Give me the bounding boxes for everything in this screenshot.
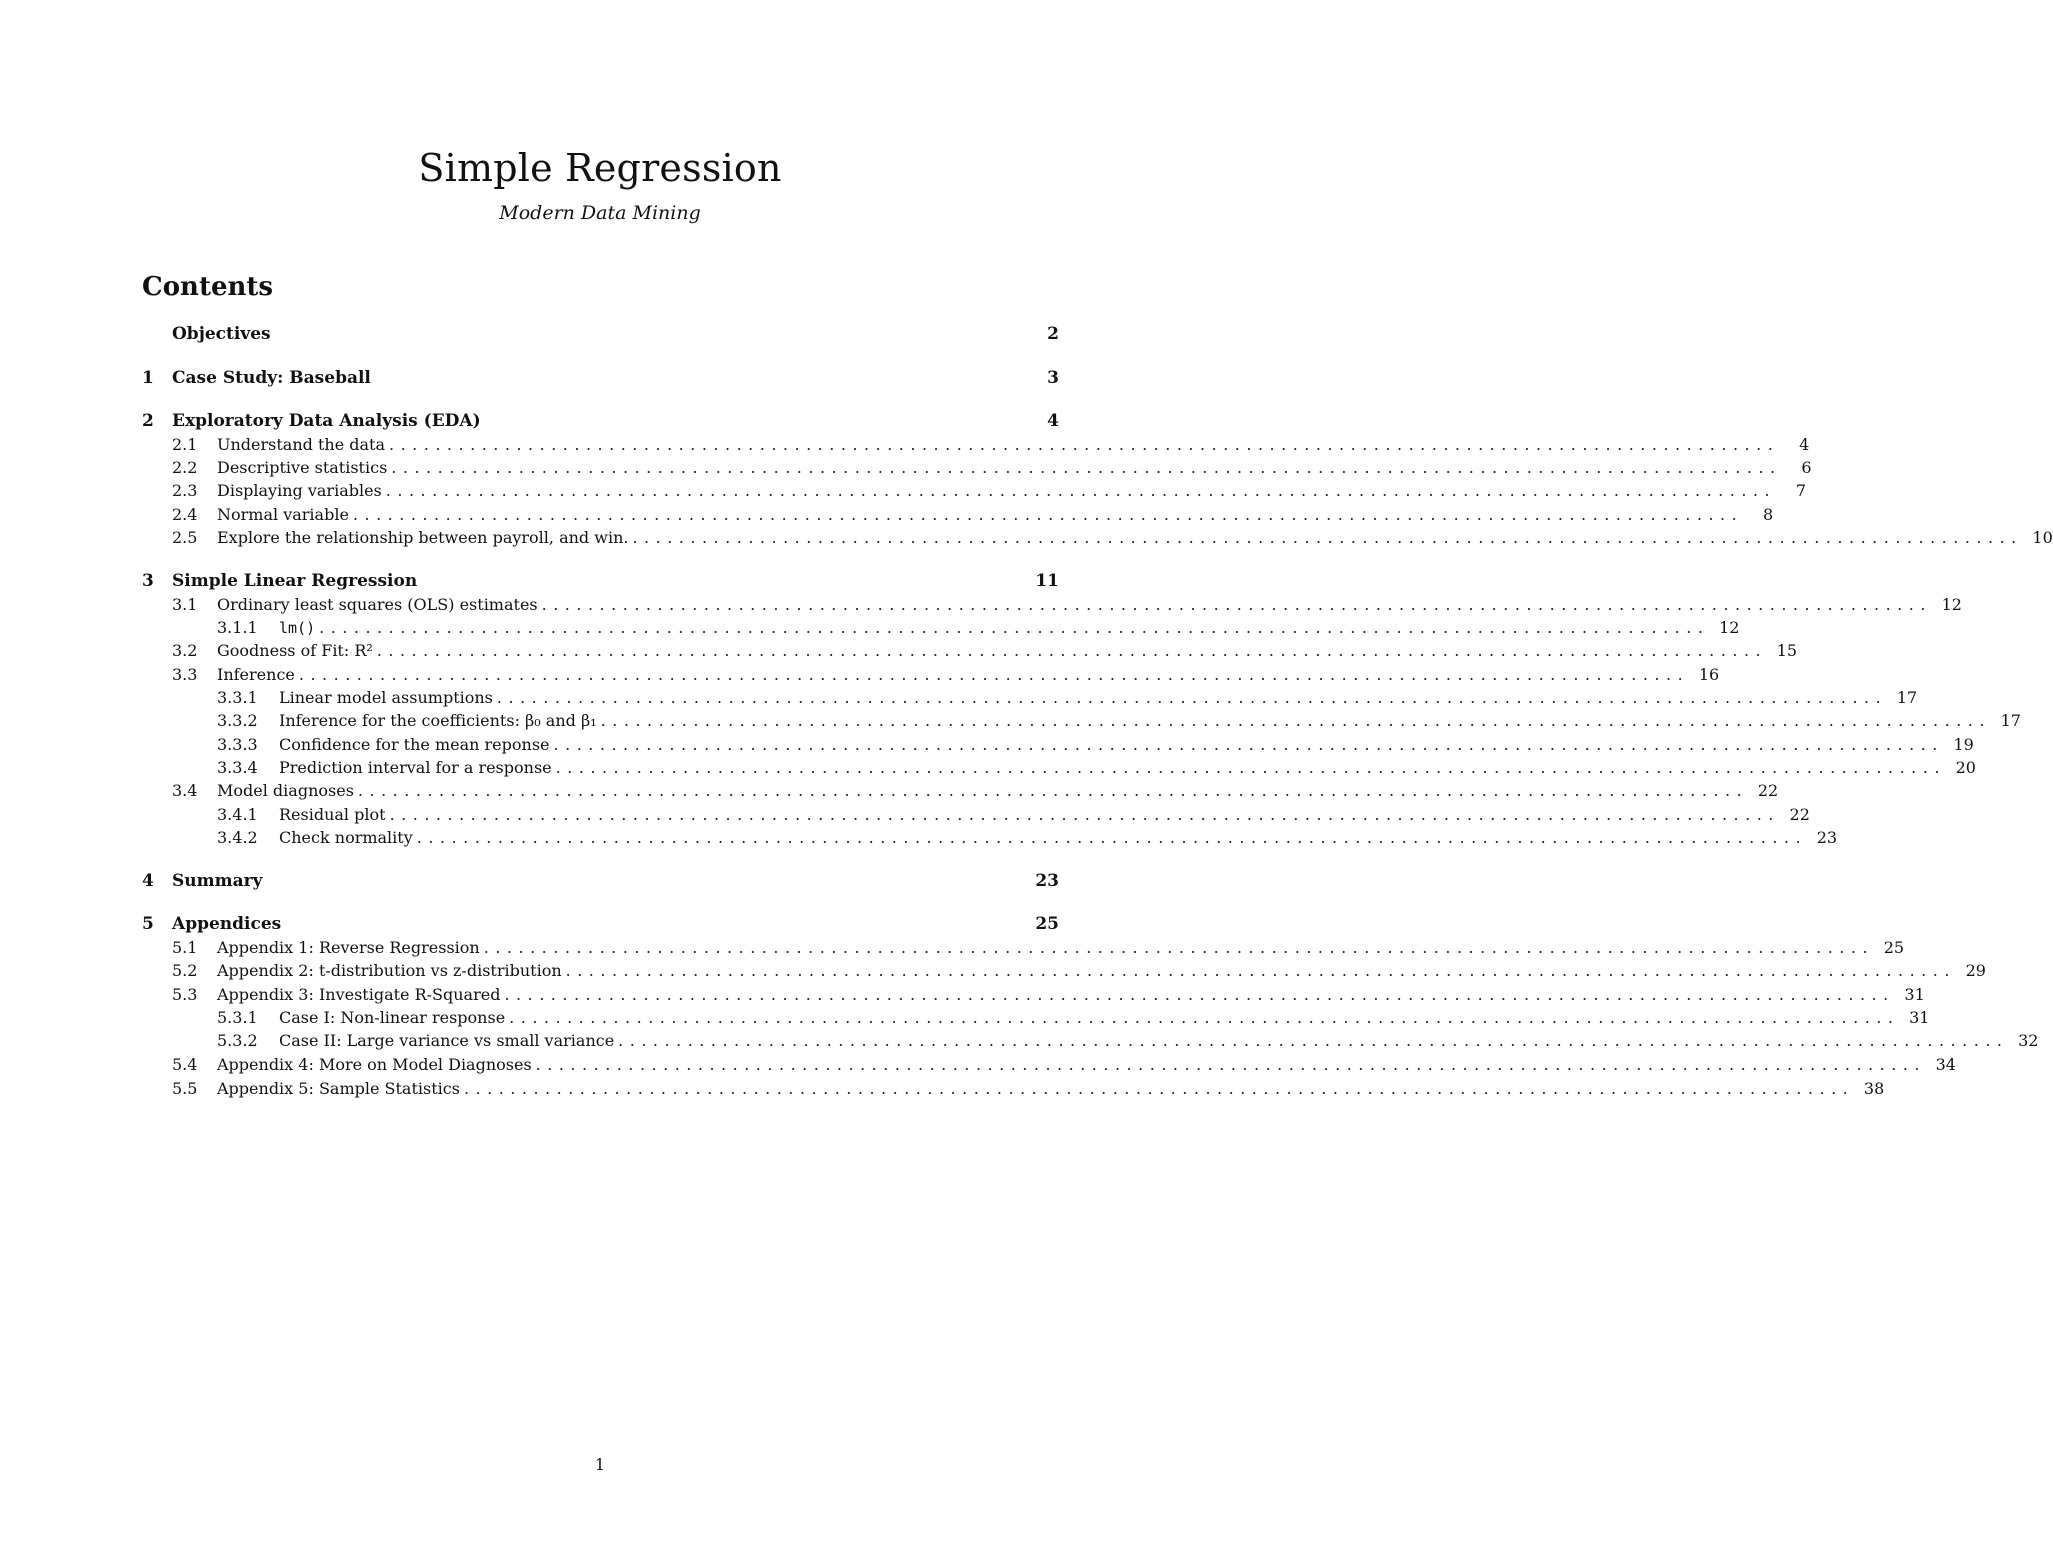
toc-entry-page: 25 xyxy=(1883,938,1905,957)
toc-dot-leader: ........................................................................................................................ xyxy=(632,528,2023,547)
toc-entry[interactable] xyxy=(142,803,1810,827)
toc-dot-leader: ........................................................................................................................ xyxy=(553,735,1944,754)
toc-entry[interactable] xyxy=(142,409,1059,433)
toc-entry-page: 17 xyxy=(1896,688,1918,707)
toc-entry-page: 4 xyxy=(1799,435,1810,454)
toc-entry-page: 6 xyxy=(1801,458,1812,477)
toc-dot-leader: ........................................................................................................................ xyxy=(298,665,1690,684)
toc-entry[interactable] xyxy=(142,912,1059,936)
toc-entry-title: Appendices xyxy=(172,914,282,934)
toc-entry-number: 3.4.1 xyxy=(217,805,258,824)
toc-entry-title: Appendix 3: Investigate R-Squared xyxy=(217,985,501,1004)
toc-entry-title: Descriptive statistics xyxy=(217,458,388,477)
toc-entry-page: 3 xyxy=(1047,368,1059,388)
toc-entry-title: Residual plot xyxy=(279,805,386,824)
toc-entry[interactable] xyxy=(142,593,1962,617)
toc-dot-leader: ........................................................................................................................ xyxy=(357,781,1749,800)
toc-entry-number: 5.5 xyxy=(172,1079,198,1098)
toc-dot-leader: ........................................................................................................................ xyxy=(389,805,1780,824)
toc-entry-title: Normal variable xyxy=(217,505,349,524)
toc-entry-number: 5 xyxy=(142,914,154,934)
toc-entry-title: Objectives xyxy=(172,324,271,344)
toc-entry-number: 3.2 xyxy=(172,641,198,660)
toc-entry-page: 29 xyxy=(1965,961,1986,980)
toc-dot-leader: ........................................................................................................................ xyxy=(541,595,1932,614)
toc-dot-leader: ........................................................................................................................ xyxy=(352,505,1744,524)
toc-entry-number: 2.5 xyxy=(172,528,198,547)
toc-entry[interactable] xyxy=(142,959,1986,983)
toc-entry-number: 3.3.3 xyxy=(217,735,258,754)
toc-entry-number: 3.3.1 xyxy=(217,688,258,707)
toc-entry-page: 25 xyxy=(1035,914,1059,934)
contents-heading: Contents xyxy=(142,272,274,302)
toc-entry-number: 5.3 xyxy=(172,985,198,1004)
toc-entry-number: 3.1 xyxy=(172,595,198,614)
toc-entry-title: Displaying variables xyxy=(217,481,382,500)
toc-entry[interactable] xyxy=(142,686,1918,710)
toc-dot-leader: ........................................................................................................................ xyxy=(389,435,1780,454)
toc-entry-number: 5.3.1 xyxy=(217,1008,258,1027)
toc-entry-page: 10 xyxy=(2032,528,2053,547)
toc-dot-leader: ........................................................................................................................ xyxy=(600,711,1991,730)
toc-dot-leader: ........................................................................................................................ xyxy=(319,618,1710,637)
toc-entry-number: 5.3.2 xyxy=(217,1031,258,1050)
toc-dot-leader: ........................................................................................................................ xyxy=(483,938,1875,957)
toc-entry-title: Model diagnoses xyxy=(217,781,354,800)
toc-entry-title: Appendix 1: Reverse Regression xyxy=(217,938,480,957)
toc-entry-number: 3 xyxy=(142,571,154,591)
toc-entry-page: 11 xyxy=(1035,571,1059,591)
toc-entry-title: Check normality xyxy=(279,828,413,847)
toc-dot-leader: ........................................................................................................................ xyxy=(496,688,1888,707)
toc-dot-leader: ........................................................................................................................ xyxy=(618,1031,2009,1050)
toc-entry[interactable] xyxy=(142,433,1810,457)
toc-entry-number: 5.4 xyxy=(172,1055,198,1074)
toc-entry-page: 34 xyxy=(1935,1055,1956,1074)
toc-entry-title: lm() xyxy=(279,619,316,637)
toc-entry[interactable] xyxy=(142,639,1798,663)
toc-entry[interactable] xyxy=(142,983,1925,1007)
toc-entry-title: Appendix 2: t-distribution vs z-distribution xyxy=(217,961,562,980)
toc-entry-title: Prediction interval for a response xyxy=(279,758,552,777)
toc-dot-leader: ........................................................................................................................ xyxy=(385,481,1777,500)
toc-entry[interactable] xyxy=(142,779,1779,803)
toc-dot-leader: ........................................................................................................................ xyxy=(565,961,1956,980)
toc-entry-title: Appendix 5: Sample Statistics xyxy=(217,1079,460,1098)
toc-entry-page: 15 xyxy=(1776,641,1798,660)
toc-entry-page: 31 xyxy=(1909,1008,1930,1027)
toc-entry-page: 4 xyxy=(1047,411,1059,431)
toc-entry-page: 12 xyxy=(1941,595,1962,614)
toc-entry[interactable] xyxy=(142,1053,1956,1077)
toc-dot-leader: ........................................................................................................................ xyxy=(463,1079,1855,1098)
toc-entry-page: 2 xyxy=(1047,324,1059,344)
toc-entry-number: 2 xyxy=(142,411,154,431)
toc-entry-title: Simple Linear Regression xyxy=(172,571,418,591)
document-title: Simple Regression xyxy=(418,146,782,190)
toc-dot-leader: ........................................................................................................................ xyxy=(555,758,1946,777)
toc-entry[interactable] xyxy=(142,936,1905,960)
toc-entry-number: 2.3 xyxy=(172,481,198,500)
toc-entry[interactable] xyxy=(142,756,1976,780)
toc-entry[interactable] xyxy=(142,526,2053,550)
toc-entry-title: Ordinary least squares (OLS) estimates xyxy=(217,595,538,614)
toc-dot-leader: ........................................................................................................................ xyxy=(504,985,1895,1004)
toc-entry[interactable] xyxy=(142,322,1059,346)
toc-entry-number: 5.2 xyxy=(172,961,198,980)
toc-entry-title: Understand the data xyxy=(217,435,385,454)
toc-entry-page: 31 xyxy=(1904,985,1925,1004)
toc-entry-number: 4 xyxy=(142,871,154,891)
toc-entry-page: 7 xyxy=(1795,481,1807,500)
document-subtitle: Modern Data Mining xyxy=(499,202,701,224)
toc-entry-page: 23 xyxy=(1035,871,1059,891)
toc-entry-title: Appendix 4: More on Model Diagnoses xyxy=(217,1055,532,1074)
toc-entry-page: 38 xyxy=(1863,1079,1885,1098)
toc-entry-page: 8 xyxy=(1763,505,1774,524)
toc-entry-page: 17 xyxy=(2000,711,2021,730)
toc-entry-number: 2.2 xyxy=(172,458,198,477)
toc-dot-leader: ........................................................................................................................ xyxy=(535,1055,1926,1074)
toc-dot-leader: ........................................................................................................................ xyxy=(391,458,1782,477)
toc-entry-number: 2.4 xyxy=(172,505,198,524)
toc-entry[interactable] xyxy=(142,733,1974,757)
toc-entry[interactable] xyxy=(142,366,1059,390)
toc-entry-number: 3.1.1 xyxy=(217,618,258,637)
toc-entry-title: Inference xyxy=(217,665,295,684)
toc-entry-page: 32 xyxy=(2018,1031,2039,1050)
toc-entry[interactable] xyxy=(142,663,1720,687)
toc-entry-number: 1 xyxy=(142,368,154,388)
toc-entry-title: Exploratory Data Analysis (EDA) xyxy=(172,411,481,431)
toc-entry-number: 3.3.2 xyxy=(217,711,258,730)
toc-entry[interactable] xyxy=(142,503,1774,527)
toc-entry-number: 3.3.4 xyxy=(217,758,258,777)
toc-entry-page: 16 xyxy=(1698,665,1720,684)
toc-entry-page: 22 xyxy=(1789,805,1810,824)
toc-entry-title: Case Study: Baseball xyxy=(172,368,371,388)
toc-entry-number: 2.1 xyxy=(172,435,198,454)
toc-entry-page: 19 xyxy=(1953,735,1974,754)
toc-entry[interactable] xyxy=(142,1077,1885,1101)
toc-entry-number: 3.4 xyxy=(172,781,198,800)
toc-entry-number: 3.3 xyxy=(172,665,198,684)
toc-entry-title: Case II: Large variance vs small variance xyxy=(279,1031,615,1050)
toc-entry-title: Confidence for the mean reponse xyxy=(279,735,550,754)
toc-dot-leader: ........................................................................................................................ xyxy=(416,828,1808,847)
toc-entry[interactable] xyxy=(142,569,1059,593)
toc-entry-number: 3.4.2 xyxy=(217,828,258,847)
toc-entry-title: Explore the relationship between payroll, and win. xyxy=(217,528,629,547)
toc-entry-title: Linear model assumptions xyxy=(279,688,493,707)
toc-entry-title: Goodness of Fit: R² xyxy=(217,641,373,660)
toc-entry[interactable] xyxy=(142,616,1740,640)
page-number: 1 xyxy=(594,1455,606,1474)
toc-entry[interactable] xyxy=(142,479,1807,503)
toc-entry-title: Case I: Non-linear response xyxy=(279,1008,506,1027)
toc-entry[interactable] xyxy=(142,1006,1930,1030)
toc-entry[interactable] xyxy=(142,1029,2039,1053)
toc-entry-page: 22 xyxy=(1757,781,1779,800)
toc-entry-number: 5.1 xyxy=(172,938,198,957)
toc-entry-title: Summary xyxy=(172,871,263,891)
toc-entry[interactable] xyxy=(142,869,1059,893)
toc-entry-page: 20 xyxy=(1955,758,1976,777)
toc-entry-page: 12 xyxy=(1719,618,1740,637)
toc-dot-leader: ........................................................................................................................ xyxy=(376,641,1768,660)
toc-entry[interactable] xyxy=(142,456,1812,480)
toc-entry[interactable] xyxy=(142,709,2021,733)
toc-entry-page: 23 xyxy=(1816,828,1838,847)
toc-entry[interactable] xyxy=(142,826,1838,850)
toc-dot-leader: ........................................................................................................................ xyxy=(509,1008,1900,1027)
toc-entry-title: Inference for the coefficients: β₀ and β₁ xyxy=(279,711,597,730)
